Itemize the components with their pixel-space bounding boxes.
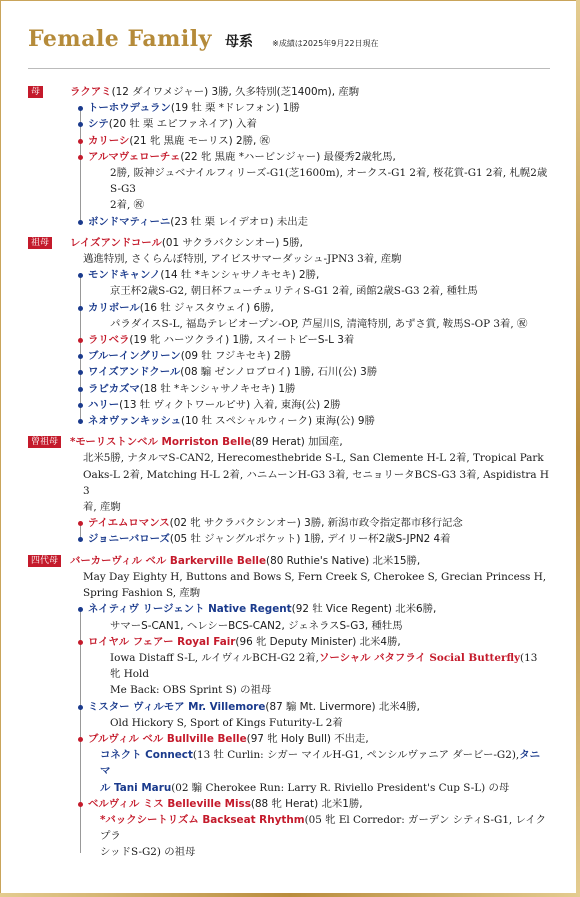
bullet-icon bbox=[78, 387, 83, 392]
list-item: ラリベラ(19 牝 ハーツクライ) 1勝, スイートピーS-L 3着 bbox=[78, 332, 550, 348]
great-granddam-record-3: 着, 産駒 bbox=[83, 501, 121, 514]
list-item: ラピカズマ(18 牡 *キンシャサノキセキ) 1勝 bbox=[78, 381, 550, 397]
granddam-name: レイズアンドコール bbox=[70, 236, 162, 249]
bullet-icon bbox=[78, 139, 83, 144]
fourth-dam-tag: 四代母 bbox=[28, 555, 61, 567]
list-item: ネオヴァンキッシュ(10 牡 スペシャルウィーク) 東海(公) 9勝 bbox=[78, 413, 550, 429]
bullet-icon bbox=[78, 419, 83, 424]
dam-name: ラクアミ bbox=[70, 86, 112, 98]
list-item: ネイティヴ リージェント Native Regent(92 牡 Vice Regent) 北米6勝, サマーS-CAN1, ヘレシーBCS-CAN2, ジェネラスS-G3, 種牡馬 bbox=[78, 601, 550, 633]
fourth-dam-heading bbox=[28, 553, 550, 569]
granddam-text: (01 サクラバクシンオー) 5勝, bbox=[161, 236, 303, 249]
list-item: ベルヴィル ミス Belleville Miss(88 牝 Herat) 北米1勝, *バックシートリズム Backseat Rhythm(05 牝 El Corredor: ガーデン シティS-G1, レイクプラ シッドS-G2) の祖母 bbox=[78, 796, 550, 861]
bullet-icon bbox=[78, 155, 83, 160]
list-item: ロイヤル フェアー Royal Fair(96 牝 Deputy Minister) 北米4勝, Iowa Distaff S-L, ルイヴィルBCH-G2 2着,ソーシャル バタフライ Social Butterfly(13 牝 Hold Me Back: OBS Sprint S) の祖母 bbox=[78, 634, 550, 699]
fourth-dam-record-1: May Day Eighty H, Buttons and Bows S, Fern Creek S, Cherokee S, Grecian Princess H, bbox=[83, 570, 547, 583]
bullet-icon bbox=[78, 521, 83, 526]
bullet-icon bbox=[78, 122, 83, 127]
bullet-icon bbox=[78, 370, 83, 375]
list-item: ミスター ヴィルモア Mr. Villemore(87 騸 Mt. Livermore) 北米4勝, Old Hickory S, Sport of Kings Futurity-L 2着 bbox=[78, 699, 550, 731]
dam-tag: 母 bbox=[28, 86, 43, 98]
granddam-record: 邁進特別, さくらんぼ特別, アイビスサマーダッシュ-JPN3 3着, 産駒 bbox=[83, 253, 402, 266]
great-granddam-heading bbox=[28, 434, 550, 450]
list-item: アルマヴェローチェ(22 牝 黒鹿 *ハービンジャー) 最優秀2歳牝馬, 2勝, 阪神ジュベナイルフィリーズ-G1(芝1600m), オークス-G1 2着, 桜花賞-G1 2着, 札幌2歳S-G3 2着, ㊗ bbox=[78, 149, 550, 214]
list-item: モンドキャンノ(14 牡 *キンシャサノキセキ) 2勝, 京王杯2歳S-G2, 朝日杯フューチュリティS-G1 2着, 函館2歳S-G3 2着, 種牡馬 bbox=[78, 267, 550, 299]
great-granddam-offspring-list bbox=[78, 515, 550, 547]
list-item: トーホウデュラン(19 牡 栗 *ドレフォン) 1勝 bbox=[78, 100, 550, 116]
list-item: シテ(20 牡 栗 エピファネイア) 入着 bbox=[78, 116, 550, 132]
fourth-dam-text: (80 Ruthie's Native) 北米15勝, bbox=[266, 554, 421, 567]
dam-offspring-list bbox=[78, 100, 550, 230]
granddam-section bbox=[28, 235, 550, 429]
page-subtitle: 母系 bbox=[225, 34, 254, 50]
bullet-icon bbox=[78, 607, 83, 612]
dam-section bbox=[28, 84, 550, 230]
bullet-icon bbox=[78, 338, 83, 343]
bullet-icon bbox=[78, 802, 83, 807]
list-item: テイエムロマンス(02 牝 サクラバクシンオー) 3勝, 新潟市政令指定都市移行記念 bbox=[78, 515, 550, 531]
fourth-dam-record-2: Spring Fashion S, 産駒 bbox=[83, 587, 201, 600]
great-granddam-text: (89 Herat) 加国産, bbox=[251, 436, 343, 449]
fourth-dam-offspring-list bbox=[78, 601, 550, 860]
list-item: ブルーイングリーン(09 牡 フジキセキ) 2勝 bbox=[78, 348, 550, 364]
list-item: ワイズアンドクール(08 騸 ゼンノロブロイ) 1勝, 石川(公) 3勝 bbox=[78, 364, 550, 380]
granddam-heading bbox=[28, 235, 550, 251]
gold-border-right bbox=[576, 0, 580, 897]
bullet-icon bbox=[78, 220, 83, 225]
gold-border-bottom bbox=[0, 893, 580, 897]
list-item: ジョニーバローズ(05 牡 ジャングルポケット) 1勝, デイリー杯2歳S-JPN2 4着 bbox=[78, 531, 550, 547]
granddam-tag: 祖母 bbox=[28, 237, 52, 249]
list-item: カリーシ(21 牝 黒鹿 モーリス) 2勝, ㊗ bbox=[78, 133, 550, 149]
great-granddam-section bbox=[28, 434, 550, 547]
bullet-icon bbox=[78, 106, 83, 111]
page-header bbox=[28, 26, 378, 56]
great-granddam-record-2: Oaks-L 2着, Matching H-L 2着, ハニムーンH-G3 3着, セニョリータBCS-G3 3着, Aspidistra H 3 bbox=[83, 468, 549, 497]
header-divider bbox=[28, 68, 550, 69]
great-granddam-tag: 曾祖母 bbox=[28, 436, 61, 448]
pedigree-content bbox=[28, 84, 550, 866]
fourth-dam-section bbox=[28, 553, 550, 861]
fourth-dam-name: バーカーヴィル ベル Barkerville Belle bbox=[70, 554, 267, 567]
bullet-icon bbox=[78, 640, 83, 645]
bullet-icon bbox=[78, 737, 83, 742]
bullet-icon bbox=[78, 705, 83, 710]
list-item: ブルヴィル ベル Bullville Belle(97 牝 Holy Bull) 不出走, コネクト Connect(13 牡 Curlin: シガー マイルH-G1, ペンシルヴァニア ダービー-G2),タニ マ ル Tani Maru(02 騸 Cherokee Run: Larry R. Riviello President's Cup S-L) の母 bbox=[78, 731, 550, 796]
bullet-icon bbox=[78, 306, 83, 311]
list-item: ボンドマティーニ(23 牡 栗 レイデオロ) 未出走 bbox=[78, 214, 550, 230]
bullet-icon bbox=[78, 403, 83, 408]
granddam-offspring-list bbox=[78, 267, 550, 429]
bullet-icon bbox=[78, 273, 83, 278]
list-item: カリボール(16 牡 ジャスタウェイ) 6勝, パラダイスS-L, 福島テレビオープン-OP, 芦屋川S, 清滝特別, あずさ賞, 鞍馬S-OP 3着, ㊗ bbox=[78, 300, 550, 332]
dam-text: (12 ダイワメジャー) 3勝, 久多特別(芝1400m), 産駒 bbox=[111, 86, 360, 98]
bullet-icon bbox=[78, 354, 83, 359]
page-title: Female Family bbox=[28, 26, 212, 52]
dam-heading bbox=[28, 84, 550, 100]
list-item: ハリー(13 牡 ヴィクトワールピサ) 入着, 東海(公) 2勝 bbox=[78, 397, 550, 413]
great-granddam-record-1: 北米5勝, ナタルマS-CAN2, Herecomesthebride S-L, San Clemente H-L 2着, Tropical Park bbox=[83, 452, 544, 465]
great-granddam-name: *モーリストンベル Morriston Belle bbox=[70, 436, 252, 449]
bullet-icon bbox=[78, 537, 83, 542]
date-note: ※成績は2025年9月22日現在 bbox=[272, 39, 379, 48]
